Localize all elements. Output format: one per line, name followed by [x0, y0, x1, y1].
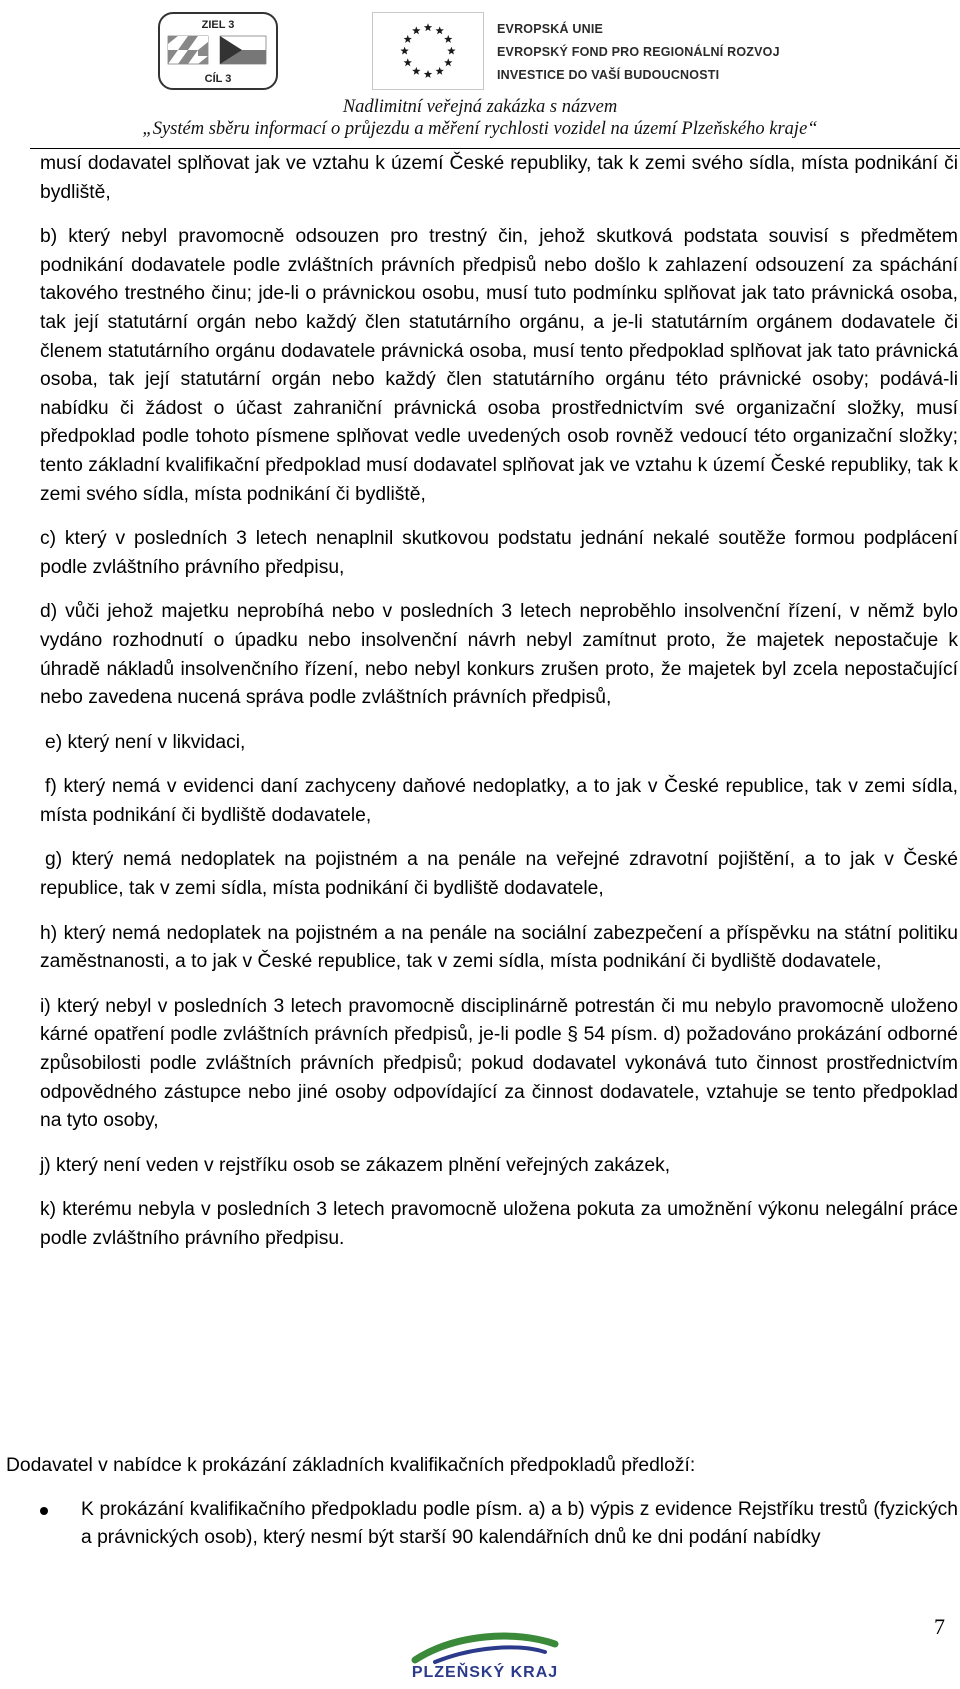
plzensky-kraj-logo — [395, 1626, 575, 1686]
paragraph-g: g) který nemá nedoplatek na pojistném a na penále na veřejné zdravotní pojištění, a to jak v České republice, tak v zemi sídla, místa podnikání či bydliště dodavatele, — [40, 849, 958, 900]
paragraph-k: k) kterému nebyla v posledních 3 letech pravomocně uložena pokuta za umožnění výkonu nelegální práce podle zvláštního právního předpisu. — [40, 1199, 958, 1249]
tender-line-2: „Systém sběru informací o průjezdu a měření rychlosti vozidel na území Plzeňského kraje“ — [142, 119, 818, 139]
paragraph-d: d) vůči jehož majetku neprobíhá nebo v posledních 3 letech neproběhlo insolvenční řízení, v němž bylo vydáno rozhodnutí o úpadku nebo insolvenční návrh nebyl zamítnut proto, že majetek nepostačuje k úhradě nákladů insolvenčního řízení, nebo nebyl konkurs zrušen proto, že majetek byl zcela nepostačující nebo zavedena nucená správa podle zvláštních právních předpisů, — [40, 601, 958, 709]
eu-star-icon — [404, 35, 412, 43]
eu-star-icon — [424, 23, 432, 31]
swoosh-icon — [395, 1626, 575, 1666]
footer-logo-text: PLZEŇSKÝ KRAJ — [411, 1664, 559, 1681]
eu-star-icon — [444, 35, 452, 43]
cil-logo-label: CÍL 3 — [204, 73, 232, 85]
eu-star-icon — [424, 70, 432, 78]
eu-flag-icon — [372, 12, 484, 90]
eu-funding-text — [497, 18, 827, 87]
czech-flag-icon — [220, 36, 266, 64]
tender-title — [0, 96, 960, 140]
page-number: 7 — [934, 1614, 945, 1639]
eu-star-icon — [404, 58, 412, 66]
paragraph-j: j) který není veden v rejstříku osob se zákazem plnění veřejných zakázek, — [40, 1154, 671, 1176]
bavaria-flag-icon — [168, 36, 208, 64]
paragraph-i: i) který nebyl v posledních 3 letech pravomocně disciplinárně potrestán či mu nebylo pravomocně uloženo kárné opatření podle zvláštních právních předpisů, je-li podle § 54 písm. d) požadováno prokázání odborné způsobilosti podle zvláštních právních předpisů; pokud dodavatel vykonává tuto činnost prostřednictvím odpovědného zástupce nebo jiné osoby odpovídající za činnost dodavatele, vztahuje se tento předpoklad na tyto osoby, — [40, 995, 958, 1132]
paragraph-c: c) který v posledních 3 letech nenaplnil skutkovou podstatu jednání nekalé soutěže formou podplácení podle zvláštního právního předpisu, — [40, 528, 958, 578]
document-body — [40, 150, 958, 1254]
eu-line-fund: EVROPSKÝ FOND PRO REGIONÁLNÍ ROZVOJ — [497, 45, 780, 59]
eu-star-icon — [436, 67, 444, 75]
eu-star-icon — [412, 26, 420, 34]
ziel-logo-label: ZIEL 3 — [201, 19, 235, 31]
main-statement: Dodavatel v nabídce k prokázání základních kvalifikačních předpokladů předloží: — [6, 1455, 696, 1476]
eu-star-icon — [444, 58, 452, 66]
eu-line-union: EVROPSKÁ UNIE — [497, 22, 604, 36]
eu-star-icon — [436, 26, 444, 34]
paragraph-f: f) který nemá v evidenci daní zachyceny daňové nedoplatky, a to jak v České republice, tak v zemi sídla, místa podnikání či bydliště dodavatele, — [40, 776, 958, 826]
paragraph-a-continuation: musí dodavatel splňovat jak ve vztahu k území České republiky, tak k zemi svého sídla, místa podnikání či bydliště, — [40, 153, 958, 203]
tender-line-1: Nadlimitní veřejná zakázka s názvem — [342, 97, 618, 117]
eu-line-investment: INVESTICE DO VAŠÍ BUDOUCNOSTI — [497, 68, 720, 82]
bullet-icon — [40, 1507, 48, 1515]
eu-star-icon — [400, 47, 408, 55]
page-header — [0, 0, 960, 150]
eu-star-icon — [412, 67, 420, 75]
eu-star-icon — [447, 47, 455, 55]
ziel3-cil3-logo — [158, 12, 278, 90]
paragraph-h: h) který nemá nedoplatek na pojistném a na penále na sociální zabezpečení a příspěvku na státní politiku zaměstnanosti, a to jak v České republice, tak v zemi sídla, místa podnikání či bydliště dodavatele, — [40, 922, 958, 973]
paragraph-b: b) který nebyl pravomocně odsouzen pro trestný čin, jehož skutková podstata souvisí s předmětem podnikání dodavatele podle zvláštních právních předpisů nebo došlo k zahlazení odsouzení za spáchání takového trestného činu; jde-li o právnickou osobu, musí tuto podmínku splňovat jak tato právnická osoba, tak její statutární orgán nebo každý člen statutárního orgánu, a je-li statutárním orgánem dodavatele či členem statutárního orgánu dodavatele právnická osoba, musí tento předpoklad splňovat jak tato právnická osoba, tak její statutární orgán nebo každý člen statutárního orgánu této právnické osoby; podává-li nabídku či žádost o účast zahraniční právnická osoba prostřednictvím své organizační složky, musí předpoklad podle tohoto písmene splňovat vedle uvedených osob rovněž vedoucí této organizační složky; tento základní kvalifikační předpoklad musí dodavatel splňovat jak ve vztahu k území České republiky, tak k zemi svého sídla, místa podnikání či bydliště, — [40, 226, 958, 505]
bullet-text: K prokázání kvalifikačního předpokladu podle písm. a) a b) výpis z evidence Rejstříku trestů (fyzických a právnických osob), který nesmí být starší 90 kalendářních dnů ke dni podání nabídky — [81, 1499, 958, 1548]
paragraph-e: e) který není v likvidaci, — [45, 731, 246, 753]
header-divider — [30, 148, 960, 149]
